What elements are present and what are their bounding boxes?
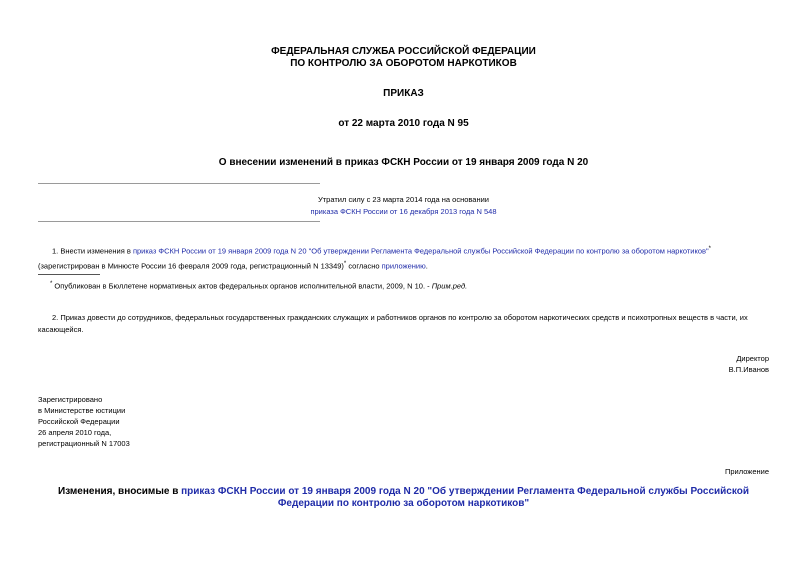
registration-line: Российской Федерации [38,417,120,426]
document-date: от 22 марта 2010 года N 95 [338,118,469,129]
order-20-link[interactable]: приказ ФСКН России от 19 января 2009 года N 20 "Об утверждении Регламента Федеральной службы Российской Федерации по контролю за оборотом наркотиков" [132,246,709,256]
footnote-text: Опубликован в Бюллетене нормативных актов федеральных органов исполнительной власти, 2009, N 10. - [52,281,432,291]
footnote-marker: * [50,281,53,287]
agency-name-line1: ФЕДЕРАЛЬНАЯ СЛУЖБА РОССИЙСКОЙ ФЕДЕРАЦИИ [271,46,536,57]
paragraph-1-middle: согласно [346,261,382,270]
registration-line: Зарегистрировано [38,395,103,404]
document-title: О внесении изменений в приказ ФСКН России от 19 января 2009 года N 20 [218,157,589,168]
repeal-note: Утратил силу с 23 марта 2014 года на основании [317,195,489,204]
registration-line: регистрационный N 17003 [38,439,130,448]
document-type: ПРИКАЗ [383,88,424,99]
footnote-mark-2: * [343,260,347,267]
appendix-order-link[interactable]: приказ ФСКН России от 19 января 2009 года N 20 "Об утверждении Регламента Федеральной службы Российской Федерации по контролю за оборотом наркотиков" [181,486,749,509]
paragraph-1-registration: (зарегистрирован в Минюсте России 16 февраля 2009 года, регистрационный N 13349) [38,261,344,270]
appendix-label: Приложение [725,467,769,476]
paragraph-1 [38,243,769,272]
appendix-title-prefix: Изменения, вносимые в [58,486,182,497]
signature-name: В.П.Иванов [728,365,769,374]
paragraph-1-prefix: 1. Внести изменения в [52,246,133,256]
appendix-link[interactable]: приложению [381,261,426,270]
repeal-order-link[interactable]: приказа ФСКН России от 16 декабря 2013 года N 548 [310,207,497,216]
paragraph-1-suffix: . [425,261,428,270]
registration-line: 26 апреля 2010 года, [38,428,112,437]
footnote-mark: * [708,246,711,252]
appendix-title [38,486,769,510]
separator-bottom [38,221,320,222]
separator-top [38,183,320,184]
repeal-note-link-row [0,206,807,218]
registration-line: в Министерстве юстиции [38,406,126,415]
paragraph-2: 2. Приказ довести до сотрудников, федеральных государственных гражданских служащих и работников органов по контролю за оборотом наркотических средств и психотропных веществ в части, их касающейся. [38,313,748,334]
footnote-editor-note: Прим.ред. [431,281,468,291]
footnote [50,278,770,293]
footnote-separator [38,274,100,275]
registration-block [38,394,130,449]
agency-name-line2: ПО КОНТРОЛЮ ЗА ОБОРОТОМ НАРКОТИКОВ [290,58,517,69]
signature-position: Директор [736,354,769,363]
